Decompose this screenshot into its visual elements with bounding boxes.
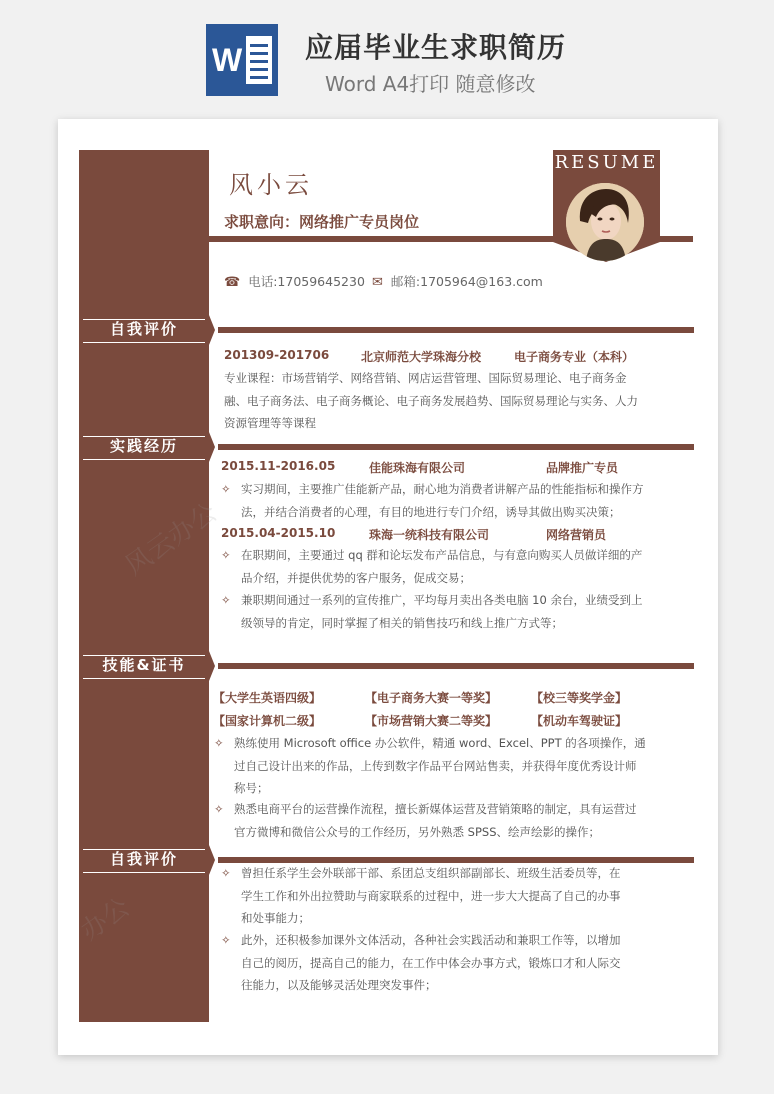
bullet-text: 在职期间，主要通过 qq 群和论坛发布产品信息，与有意向购买人员做详细的产品介绍，并提供优势的客户服务，促成交易； (241, 548, 643, 585)
bullet-text: 此外，还积极参加课外文体活动，各种社会实践活动和兼职工作等，以增加自己的阅历，提高自己的能力，在工作中体会办事方式，锻炼口才和人际交往能力，以及能够灵活处理突发事件； (241, 933, 621, 992)
self-bullet (221, 862, 625, 930)
banner-title: 应届毕业生求职简历 (305, 31, 567, 64)
top-banner (0, 0, 774, 112)
section-title: 自我评价 (109, 850, 178, 868)
bullet-text: 曾担任系学生会外联部干部、系团总支组织部副部长、班级生活委员等，在学生工作和外出拉赞助与商家联系的过程中，进一步大大提高了自己的办事和处事能力； (241, 866, 621, 925)
word-logo-icon (206, 24, 278, 96)
cert-item: 【市场营销大赛二等奖】 (365, 714, 498, 728)
email-text: 邮箱:1705964@163.com (390, 274, 543, 289)
cert-item: 【机动车驾驶证】 (531, 714, 628, 728)
bullet-text: 熟悉电商平台的运营操作流程，擅长新媒体运营及营销策略的制定，具有运营过官方微博和微信公众号的工作经历，另外熟悉 SPSS、绘声绘影的操作； (234, 802, 637, 839)
section-title: 实践经历 (109, 437, 178, 455)
tab-notch (209, 432, 215, 462)
bullet-text: 实习期间，主要推广佳能新产品，耐心地为消费者讲解产品的性能指标和操作方法，并结合消费者的心理，有目的地进行专门介绍，诱导其做出购买决策； (241, 482, 644, 519)
section-tab-education (79, 315, 209, 345)
cert-item: 【国家计算机二级】 (213, 714, 322, 728)
email-contact (372, 272, 543, 290)
practice-bullet (221, 544, 645, 589)
practice-bullet (221, 478, 645, 523)
tab-notch (209, 315, 215, 345)
practice-role: 网络营销员 (546, 528, 607, 542)
diamond-bullet-icon: ✧ (214, 802, 224, 816)
word-logo-lines (246, 36, 272, 84)
resume-label: RESUME (554, 152, 659, 173)
diamond-bullet-icon: ✧ (221, 933, 231, 947)
sidebar (79, 150, 209, 1022)
diamond-bullet-icon: ✧ (221, 866, 231, 880)
section-tab-practice (79, 432, 209, 462)
diamond-bullet-icon: ✧ (221, 482, 231, 496)
phone-icon: ☎ (224, 275, 241, 290)
bullet-text: 兼职期间通过一系列的宣传推广，平均每月卖出各类电脑 10 余台，业绩受到上级领导的肯定，同时掌握了相关的销售技巧和线上推广方式等； (241, 593, 643, 630)
cert-item: 【大学生英语四级】 (213, 691, 322, 705)
resume-badge (553, 150, 660, 262)
section-rule (218, 663, 694, 669)
bullet-text: 熟练使用 Microsoft office 办公软件，精通 word、Excel、PPT 的各项操作，通过自己设计出来的作品，上传到数字作品平台网站售卖，并获得年度优秀设计师称号； (234, 736, 646, 795)
education-date: 201309-201706 (224, 348, 330, 362)
tab-notch (209, 651, 215, 681)
education-courses: 专业课程：市场营销学、网络营销、网店运营管理、国际贸易理论、电子商务金融、电子商务法、电子商务概论、电子商务发展趋势、国际贸易理论与实务、人力资源管理等等课程 (224, 371, 638, 430)
section-title: 自我评价 (109, 320, 178, 338)
practice-role: 品牌推广专员 (546, 461, 619, 475)
skills-bullet (214, 732, 646, 800)
section-rule (218, 444, 694, 450)
practice-company: 珠海一统科技有限公司 (369, 528, 490, 542)
banner-subtitle: Word A4打印 随意修改 (325, 72, 536, 96)
self-bullet (221, 929, 625, 997)
mail-icon: ✉ (372, 275, 383, 290)
section-title: 技能&证书 (102, 656, 186, 674)
phone-text: 电话:17059645230 (248, 274, 365, 289)
resume-page (58, 119, 718, 1055)
section-rule (218, 327, 694, 333)
phone-contact (224, 272, 365, 290)
avatar-portrait (566, 183, 644, 261)
section-tab-skills (79, 651, 209, 681)
avatar (566, 183, 644, 261)
practice-company: 佳能珠海有限公司 (369, 461, 466, 475)
education-major: 电子商务专业（本科） (514, 350, 635, 364)
diamond-bullet-icon: ✧ (221, 548, 231, 562)
section-tab-self (79, 845, 209, 875)
skills-bullet (214, 798, 646, 843)
diamond-bullet-icon: ✧ (221, 593, 231, 607)
practice-date: 2015.11-2016.05 (221, 459, 336, 473)
practice-bullet (221, 589, 645, 634)
cert-item: 【电子商务大赛一等奖】 (365, 691, 498, 705)
cert-item: 【校三等奖学金】 (531, 691, 628, 705)
word-logo-letter: W (212, 42, 243, 78)
diamond-bullet-icon: ✧ (214, 736, 224, 750)
education-school: 北京师范大学珠海分校 (361, 350, 482, 364)
tab-notch (209, 845, 215, 875)
practice-date: 2015.04-2015.10 (221, 526, 336, 540)
job-intent: 求职意向：网络推广专员岗位 (224, 213, 420, 231)
candidate-name: 风小云 (229, 171, 313, 199)
